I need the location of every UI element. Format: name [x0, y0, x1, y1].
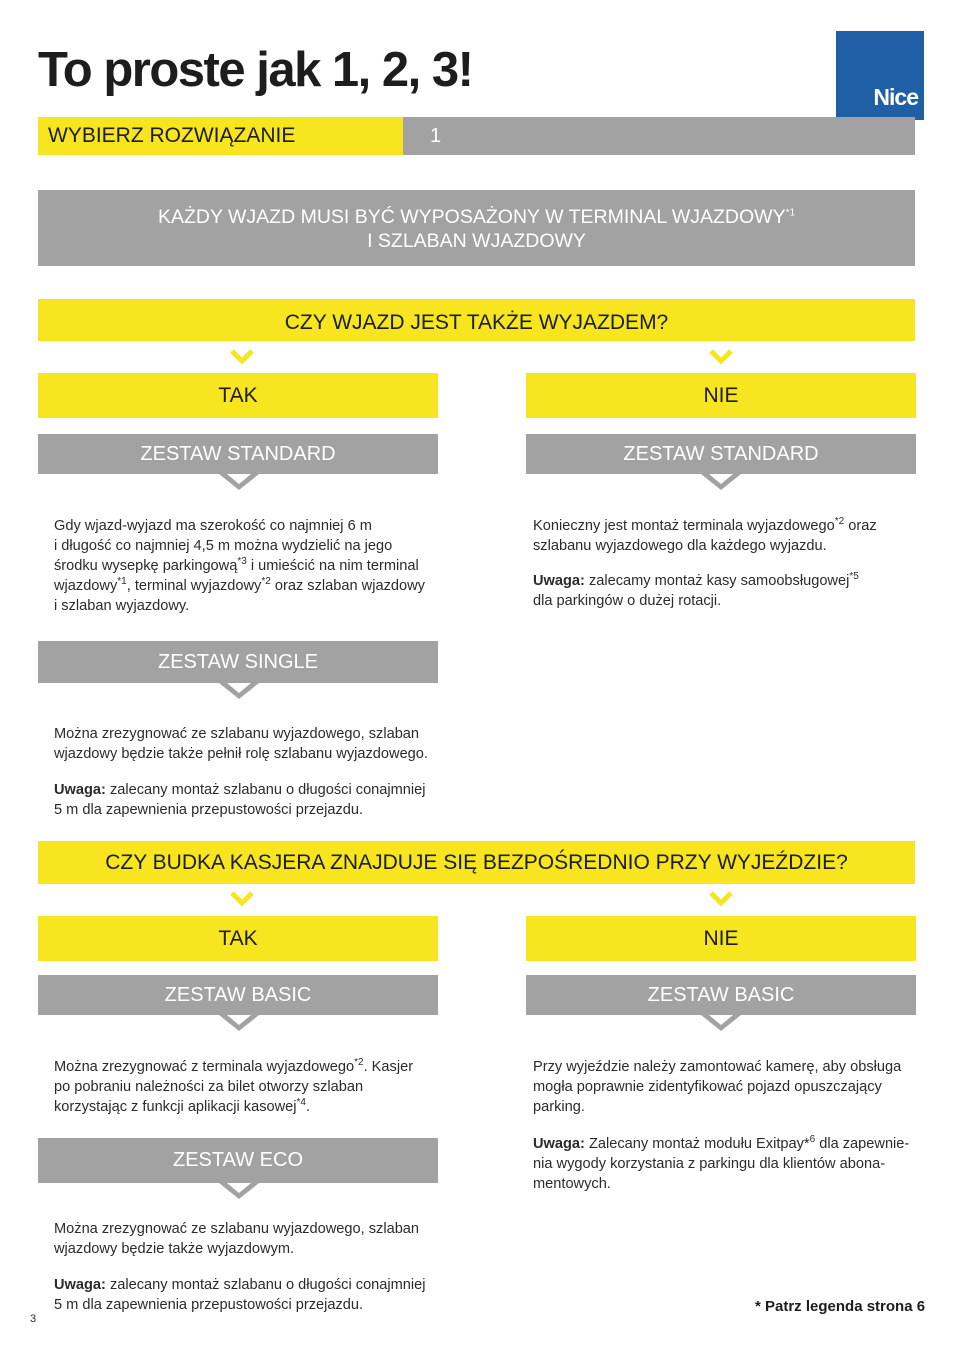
pointer-notch: [701, 474, 741, 490]
basic-left-text: Można zrezygnować z terminala wyjazdowego$^{*2}$. Kasjer po pobraniu należności za bilet otworzy szlaban korzystając z funkcji aplikacji kasowej$^{*4}$.: [54, 1057, 414, 1115]
step-banner: [38, 117, 915, 155]
pointer-notch: [219, 1015, 259, 1031]
step-number: 1: [403, 117, 915, 155]
question-2-bar: [38, 841, 915, 884]
nice-logo: [836, 31, 924, 120]
question-1-text: CZY WJAZD JEST TAKŻE WYJAZDEM?: [284, 311, 669, 334]
set-basic-left: ZESTAW BASIC: [38, 975, 438, 1015]
question-2-text: CZY BUDKA KASJERA ZNAJDUJE SIĘ BEZPOŚREDNIO PRZY WYJEŹDZIE?: [105, 851, 848, 874]
standard-left-text: Gdy wjazd-wyjazd ma szerokość co najmniej 6 m i długość co najmniej 4,5 m można wydzielić na jego środku wysepkę parkingową$^{*3}$ i umieścić na nim terminal wjazdowy$^{*1}$, terminal wyjazdowy$^{*2}$ oraz szlaban wjazdowy i szlaban wyjazdowy.: [54, 518, 425, 614]
answer-tak-2: TAK: [38, 916, 438, 961]
page-number: 3: [30, 1313, 37, 1325]
standard-right-text: Konieczny jest montaż terminala wyjazdowego$^{*2}$ oraz szlabanu wyjazdowego dla każdego wyjazdu. Uwaga: zalecamy montaż kasy samoobsługowej$^{*5}$ dla parkingów o dużej rotacji.: [533, 516, 877, 609]
requirement-line-1: KAŻDY WJAZD MUSI BYĆ WYPOSAŻONY W TERMINAL WJAZDOWY$^{*1}$: [157, 206, 796, 228]
set-standard-left: ZESTAW STANDARD: [38, 434, 438, 474]
logo-text: Nice: [873, 84, 918, 110]
basic-right-text: Przy wyjeździe należy zamontować kamerę, aby obsługa mogła poprawnie zidentyfikować pojazd opuszczający parking. Uwaga: Zalecany montaż modułu Exitpay*$^6$ dla zapewnie- nia wygody korzystania z parkingu dla klientów abona- mentowych.: [533, 1059, 910, 1192]
chevron-down-icon: [229, 889, 255, 909]
step-label: WYBIERZ ROZWIĄZANIE: [48, 124, 296, 147]
set-standard-right: ZESTAW STANDARD: [526, 434, 916, 474]
answer-tak-1: TAK: [38, 373, 438, 418]
set-single: ZESTAW SINGLE: [38, 641, 438, 683]
single-text: Można zrezygnować ze szlabanu wyjazdowego, szlaban wjazdowy będzie także pełnił rolę szlabanu wyjazdowego. Uwaga: zalecany montaż szlabanu o długości conajmniej 5 m dla zapewnienia przepustowości przejazdu.: [54, 726, 428, 818]
chevron-down-icon: [708, 889, 734, 909]
set-basic-right: ZESTAW BASIC: [526, 975, 916, 1015]
page-title: To proste jak 1, 2, 3!: [38, 43, 473, 97]
chevron-down-icon: [708, 347, 734, 367]
legend-note: * Patrz legenda strona 6: [755, 1298, 926, 1315]
requirement-line-2: I SZLABAN WJAZDOWY: [367, 230, 586, 252]
pointer-notch: [219, 683, 259, 699]
chevron-down-icon: [229, 347, 255, 367]
answer-nie-1: NIE: [526, 373, 916, 418]
question-1-bar: [38, 299, 915, 341]
pointer-notch: [219, 474, 259, 490]
set-eco: ZESTAW ECO: [38, 1138, 438, 1183]
pointer-notch: [219, 1183, 259, 1199]
requirement-box: [38, 190, 915, 266]
answer-nie-2: NIE: [526, 916, 916, 961]
eco-text: Można zrezygnować ze szlabanu wyjazdowego, szlaban wjazdowy będzie także wyjazdowym. Uwaga: zalecany montaż szlabanu o długości conajmniej 5 m dla zapewnienia przepustowości przejazdu.: [54, 1221, 426, 1313]
pointer-notch: [701, 1015, 741, 1031]
